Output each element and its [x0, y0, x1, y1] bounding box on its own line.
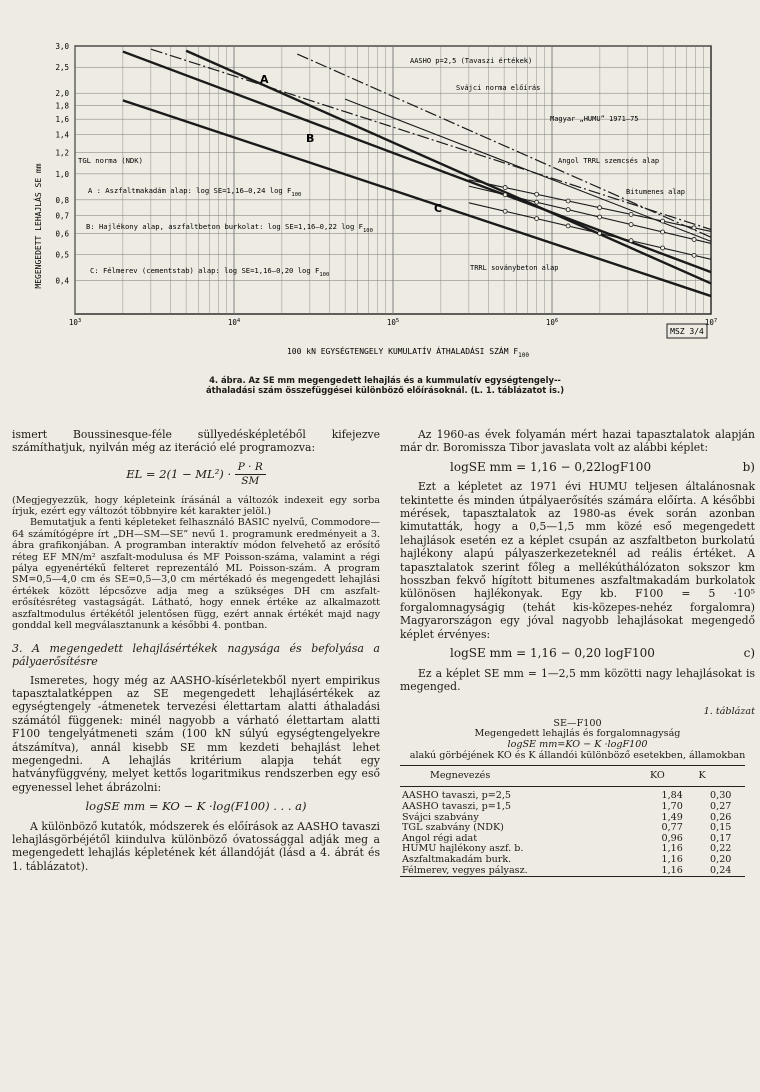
left-column: [12, 428, 380, 873]
x-axis-label: 100 kN EGYSÉGTENGELY KUMULATÍV ÁTHALADÁSI SZÁM $F_{100}$: [286, 347, 530, 359]
formula-el-num: P · R: [235, 461, 266, 475]
formula-a: logSE mm = KO − K ·log(F100) . . . a): [85, 799, 307, 814]
series-marker-8: [629, 239, 633, 243]
x-tick-label: $10^4$: [227, 318, 241, 327]
row-ko: 1,70: [661, 801, 683, 812]
formula-annotations: [78, 156, 373, 278]
table-title-1: SE—F100: [553, 717, 602, 729]
series-marker-8: [503, 209, 507, 213]
series-labels: [410, 57, 685, 272]
series-marker-7: [598, 215, 602, 219]
paragraph: Ismeretes, hogy még az AASHO-kísérletekből nyert empirikus tapasztalatképpen az SE megengedett lehajlásértékek az egységtengely -átmenetek tervezési élettartam alatti áthaladási számától függenek: minél nagyobb a várható élettartam alatti F100 tengelyátmeneti szám (100 kN súlyú egységtengelyekre átszámítva), annál kisebb SE mm kezdeti behajlást lehet megengedni. A lehajlás kritérium alapja tehát egy hatványfüggvény, melyet kettős logaritmikus rendszerben egy eső egyenessel lehet ábrázolni:: [12, 673, 380, 794]
table-title-4: alakú görbéjének KO és K állandói különböző esetekben, államokban: [409, 749, 746, 761]
series-marker-7: [566, 208, 570, 212]
row-k: 0,22: [710, 843, 732, 855]
paragraph: Bemutatjuk a fenti képleteket felhasználó BASIC nyelvű, Commodore—64 számítógépre írt „DH—SM—SE” nevű 1. programunk eredményeit a 3. ábra grafikonjában. A programban interaktív módon felvehető az erősítő réteg EF MN/m² aszfalt-modulusa és MF Poisson-száma, valamint a régi pálya egyenértékű felteret reprezentáló ML Poisson-szám. A program SM=0,5—4,0 cm és SE=0,5—3,0 cm mértékadó és megengedett lehajlási értékek között lépcsőzve adja meg a szükséges DH cm aszfalt-erősítésréteg vastagságát. Látható, hogy ennek értéke az alkalmazott aszfaltmodulus értékétől jelentősen függ, ezért annak értékét majd nagy gonddal kell megválasztanunk a későbbi 4. pontban.: [12, 517, 380, 632]
right-column: [400, 428, 755, 877]
y-tick-label: 0,8: [55, 195, 69, 205]
y-tick-label: 1,6: [55, 115, 69, 125]
paragraph: ismert Boussinesque-féle süllyedésképletéből kifejezve számíthatjuk, nyilván még az iteráció elé programozva:: [12, 428, 380, 455]
paragraph: Az 1960-as évek folyamán mért hazai tapasztalatok alapján már dr. Boromissza Tibor javaslata volt az alábbi képlet:: [400, 428, 755, 455]
series-marker-6: [503, 186, 507, 190]
row-k: 0,24: [696, 866, 745, 877]
row-name: AASHO tavaszi, p=2,5: [402, 790, 512, 802]
series-marker-7: [629, 223, 633, 227]
row-k: 0,26: [710, 811, 732, 823]
y-tick-label: 0,4: [55, 276, 69, 286]
y-tick-label: 2,0: [55, 89, 69, 99]
formula-c: logSE mm = 1,16 − 0,20 logF100 c): [450, 646, 755, 661]
series-marker-7: [503, 193, 507, 197]
series-marker-6: [629, 212, 633, 216]
line-letter-c: C: [434, 202, 443, 215]
chart: [28, 26, 743, 372]
row-name: Aszfaltmakadám burk.: [402, 853, 512, 865]
series-marker-7: [535, 200, 539, 204]
series-marker-6: [535, 192, 539, 196]
table-header-name: Megnevezés: [400, 766, 648, 786]
row-ko: 1,16: [661, 843, 683, 855]
row-k: 0,17: [710, 832, 732, 844]
y-axis-label: MEGENGEDETT LEHAJLÁS SE mm: [34, 163, 43, 289]
y-tick-label: 1,4: [55, 130, 69, 140]
note: (Megjegyezzük, hogy képleteink írásánál a változók indexeit egy sorba írjuk, ezért egy változót többnyire két karakter jelöl.): [12, 494, 380, 518]
series-label-aasho: AASHO p=2,5 (Tavaszi értékek): [410, 57, 533, 65]
series-marker-6: [566, 199, 570, 203]
table-title-3: logSE mm=KO − K ·logF100: [507, 738, 648, 750]
line-letter-a: A: [260, 73, 269, 86]
table-title-2: Megengedett lehajlás és forgalomnagyság: [474, 728, 681, 740]
table-row: [400, 866, 745, 877]
formula-el: [12, 461, 380, 489]
row-ko: 0,96: [661, 832, 683, 844]
series-label-trrl: TRRL soványbeton alap: [470, 264, 559, 272]
series-marker-8: [598, 231, 602, 235]
table-row: [400, 802, 745, 813]
row-ko: 1,16: [648, 866, 697, 877]
row-name: Svájci szabvány: [402, 811, 479, 823]
y-tick-label: 1,2: [55, 148, 69, 158]
x-tick-label: $10^5$: [386, 318, 400, 327]
paragraph: Ez a képlet SE mm = 1—2,5 mm közötti nagy lehajlásokat is megenged.: [400, 666, 755, 693]
series-marker-7: [661, 230, 665, 234]
y-tick-label: 0,7: [55, 211, 69, 221]
table-row: [400, 786, 745, 802]
row-name: AASHO tavaszi, p=1,5: [402, 801, 512, 812]
annotation-tgl: TGL norma (NDK): [78, 156, 143, 165]
series-marker-7: [692, 237, 696, 241]
row-k: 0,15: [710, 822, 732, 834]
formula-b: logSE mm = 1,16 − 0,22logF100 b): [450, 459, 755, 474]
y-tick-label: 3,0: [55, 42, 69, 51]
row-name: HUMU hajlékony aszf. b.: [402, 843, 524, 855]
annotation-a: A : Aszfaltmakadám alap: log SE=1,16–0,24 $\log F_{100}$: [88, 186, 302, 198]
series-marker-8: [535, 217, 539, 221]
series-marker-6: [692, 226, 696, 230]
row-k: 0,30: [710, 790, 732, 802]
y-tick-label: 1,8: [55, 101, 69, 111]
table-header-ko: KO: [648, 766, 697, 786]
table-header-k: K: [696, 766, 745, 786]
x-tick-labels: [69, 318, 717, 327]
series-label-angol: Angol TRRL szemcsés alap: [558, 157, 660, 165]
table-row: [400, 855, 745, 866]
chart-series: [123, 49, 711, 296]
row-ko: 1,16: [661, 853, 683, 865]
paragraph: Ezt a képletet az 1971 évi HUMU teljesen általánosnak tekintette és minden útpályaerősítés számára előírta. A későbbi mérések, tapasztalatok az 1980-as évek során azonban kimutatták, hogy a 0,5—1,5 mm közé eső megengedett lehajlások esetén ez a képlet csupán az aszfaltbeton burkolatú hajlékony alapú pályaszerkezeteknél ad reális értéket. A tapasztalatok szerint főleg a mellékúthálózaton sokszor km hosszban fekvő hígított bitumenes aszfaltmakadám burkolatok különösen hajlékonyak. Egy kb. F100 = 5 ·10⁵ forgalomnagyságig (tehát kis-közepes-nehéz forgalomra) Magyarországon egy jóval nagyobb lehajlásokat megengedő képlet érvényes:: [400, 480, 755, 641]
formula-el-lhs: EL = 2(1 − ML²) ·: [126, 466, 232, 481]
series-marker-6: [661, 219, 665, 223]
line-letter-b: B: [306, 132, 315, 145]
stamp-text: MSZ 3/4: [670, 327, 704, 336]
series-marker-8: [692, 253, 696, 257]
series-label-bitumenes: Bitumenes alap: [626, 188, 686, 196]
paragraph: A különböző kutatók, módszerek és előírások az AASHO tavaszi lehajlásgörbéjétől kiindulva különböző óvatossággal adják meg a megengedett lehajlás képletének két állandóját (lásd a 4. ábrát és 1. táblázatot).: [12, 819, 380, 873]
stamp: [667, 324, 707, 338]
series-label-svajci: Svájci norma előírás: [456, 84, 541, 92]
row-ko: 0,77: [661, 822, 683, 834]
x-tick-label: $10^6$: [545, 318, 559, 327]
x-tick-label: $10^3$: [68, 318, 82, 327]
row-ko: 1,49: [661, 811, 683, 823]
y-tick-label: 2,5: [55, 63, 69, 73]
table-number: 1. táblázat: [703, 706, 755, 718]
figure-caption: 4. ábra. Az SE mm megengedett lehajlás és a kummulatív egységtengely--áthaladási szám összefüggései különböző előírásoknál. (L. 1. táblázatot is.): [205, 375, 565, 395]
series-label-humu: Magyar „HUMU” 1971–75: [550, 115, 639, 123]
y-tick-label: 0,5: [55, 250, 69, 260]
series-marker-6: [598, 206, 602, 210]
row-name: Félmerev, vegyes pályasz.: [400, 866, 648, 877]
section-heading: 3. A megengedett lehajlásértékek nagysága és befolyása a pályaerősítésre: [12, 641, 380, 668]
row-k: 0,27: [710, 801, 732, 812]
y-tick-labels: [55, 42, 69, 286]
data-table: [400, 765, 745, 877]
annotation-b: B: Hajlékony alap, aszfaltbeton burkolat: log SE=1,16–0,22 $\log F_{100}$: [86, 222, 373, 234]
row-ko: 1,84: [661, 790, 683, 802]
formula-el-den: SM: [241, 475, 260, 488]
row-name: Angol régi adat: [402, 832, 478, 844]
row-name: TGL szabvány (NDK): [402, 822, 504, 834]
x-tick-label: $10^7$: [704, 318, 718, 327]
annotation-c: C: Félmerev (cementstab) alap: log SE=1,16–0,20 $\log F_{100}$: [90, 266, 330, 278]
row-k: 0,20: [710, 853, 732, 865]
series-marker-8: [566, 224, 570, 228]
series-marker-8: [661, 246, 665, 250]
y-tick-label: 0,6: [55, 229, 69, 239]
y-tick-label: 1,0: [55, 169, 69, 179]
